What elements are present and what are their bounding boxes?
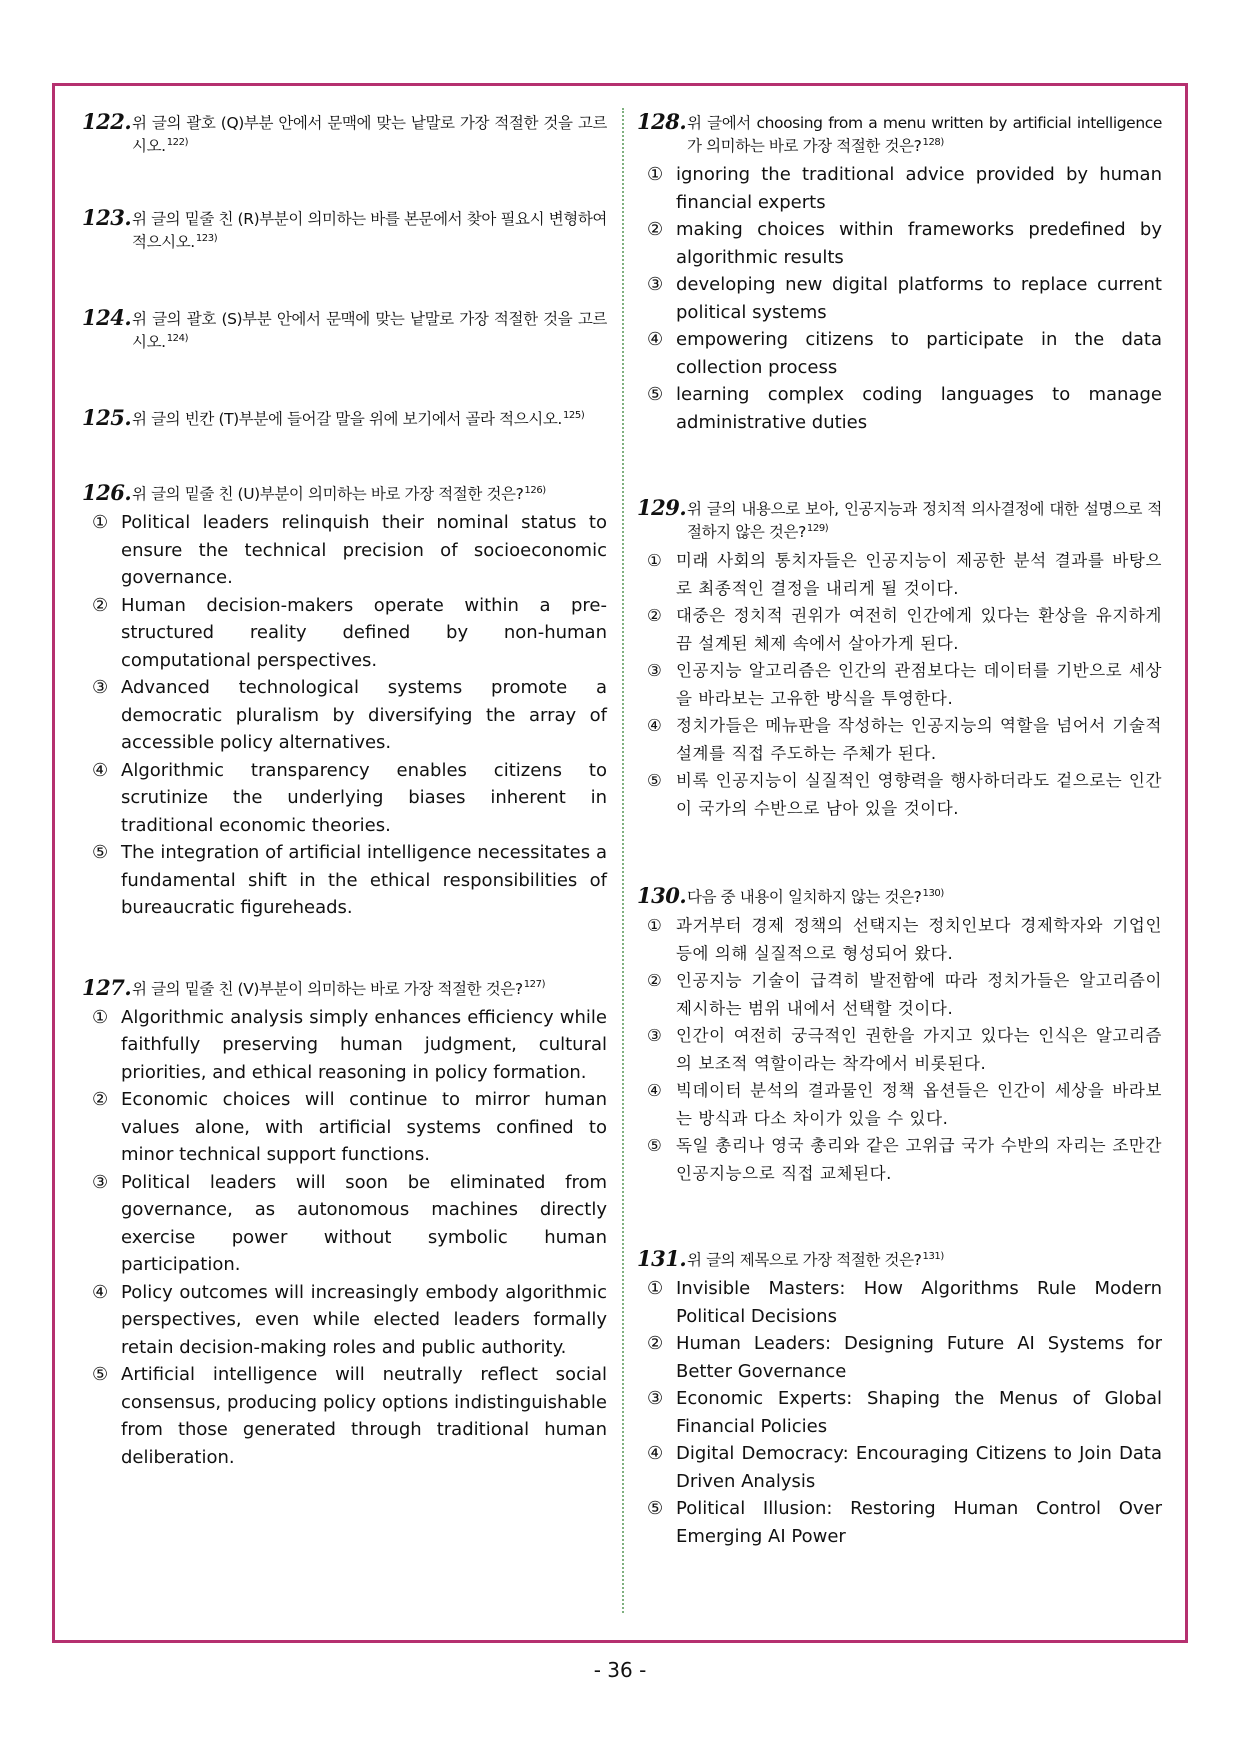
choice-item[interactable]: ③ Advanced technological systems promote a democratic pluralism by diversifying the array of accessible policy alternatives. (92, 677, 607, 753)
choice-item[interactable]: ⑤ Political Illusion: Restoring Human Control Over Emerging AI Power (647, 1498, 1162, 1547)
question-122 (82, 109, 607, 158)
choice-item[interactable]: ⑤ Artificial intelligence will neutrally reflect social consensus, producing policy options indistinguishable from those generated through traditional human deliberation. (92, 1364, 607, 1468)
choice-item[interactable]: ④ Algorithmic transparency enables citizens to scrutinize the underlying biases inherent in traditional economic theories. (92, 759, 607, 836)
footnote-ref: 122) (166, 136, 189, 148)
choice-item[interactable]: ④ Digital Democracy: Encouraging Citizens to Join Data Driven Analysis (647, 1443, 1162, 1492)
choice-item[interactable]: ⑤ 독일 총리나 영국 총리와 같은 고위급 국가 수반의 자리는 조만간 인공지능으로 직접 교체된다. (647, 1136, 1162, 1183)
choice-item[interactable]: ① Algorithmic analysis simply enhances efficiency while faithfully preserving human judgment, cultural priorities, and ethical reasoning in policy formation. (92, 1006, 607, 1083)
question-130 (637, 883, 1162, 909)
question-prompt: 위 글의 내용으로 보아, 인공지능과 정치적 의사결정에 대한 설명으로 적절하지 않은 것은?$^{129)}$ (687, 500, 1162, 541)
choice-item[interactable]: ⑤ learning complex coding languages to manage administrative duties (647, 384, 1162, 433)
question-number: 131. (637, 1246, 687, 1271)
choice-item[interactable]: ① Invisible Masters: How Algorithms Rule Modern Political Decisions (647, 1278, 1162, 1327)
question-prompt: 위 글의 제목으로 가장 적절한 것은?$^{131)}$ (687, 1250, 944, 1269)
question-125 (82, 405, 607, 431)
footnote-ref: 130) (922, 887, 944, 899)
question-number: 124. (82, 305, 132, 330)
question-number: 123. (82, 205, 132, 230)
question-number: 126. (82, 480, 132, 505)
question-number: 122. (82, 109, 132, 134)
question-prompt: 다음 중 내용이 일치하지 않는 것은?$^{130)}$ (687, 887, 944, 906)
question-prompt: 위 글에서 choosing from a menu written by artificial intelligence 가 의미하는 바로 가장 적절한 것은?$^{128)}$ (687, 114, 1162, 155)
question-number: 125. (82, 405, 132, 430)
footnote-ref: 123) (195, 232, 218, 244)
choice-list-131 (637, 1275, 1162, 1550)
choice-item[interactable]: ① 미래 사회의 통치자들은 인공지능이 제공한 분석 결과를 바탕으로 최종적인 결정을 내리게 될 것이다. (647, 551, 1162, 598)
right-column (637, 109, 1162, 1550)
choice-item[interactable]: ② making choices within frameworks predefined by algorithmic results (647, 219, 1162, 268)
question-124 (82, 305, 607, 354)
question-128 (637, 109, 1162, 158)
choice-item[interactable]: ② Economic choices will continue to mirror human values alone, with artificial systems confined to minor technical support functions. (92, 1089, 607, 1165)
footnote-ref: 131) (922, 1250, 944, 1262)
question-prompt: 위 글의 밑줄 친 (R)부분이 의미하는 바를 본문에서 찾아 필요시 변형하여 적으시오.$^{123)}$ (132, 210, 607, 251)
choice-item[interactable]: ② Human decision-makers operate within a pre-structured reality defined by non-human computational perspectives. (92, 594, 607, 671)
footnote-ref: 124) (166, 332, 189, 344)
question-prompt: 위 글의 밑줄 친 (V)부분이 의미하는 바로 가장 적절한 것은?$^{127)}$ (132, 979, 546, 998)
question-127 (82, 974, 607, 1001)
choice-item[interactable]: ③ developing new digital platforms to replace current political systems (647, 274, 1162, 323)
choice-list-126 (82, 509, 607, 922)
question-prompt: 위 글의 빈칸 (T)부분에 들어갈 말을 위에 보기에서 골라 적으시오.$^{125)}$ (132, 409, 585, 428)
choice-item[interactable]: ① ignoring the traditional advice provided by human financial experts (647, 164, 1162, 213)
footnote-ref: 125) (562, 409, 585, 421)
choice-item[interactable]: ③ 인간이 여전히 궁극적인 권한을 가지고 있다는 인식은 알고리즘의 보조적 역할이라는 착각에서 비롯된다. (647, 1026, 1162, 1073)
choice-item[interactable]: ④ Policy outcomes will increasingly embody algorithmic perspectives, even while elected leaders formally retain decision-making roles and public authority. (92, 1281, 607, 1358)
question-129 (637, 495, 1162, 544)
footnote-ref: 129) (806, 522, 829, 534)
choice-item[interactable]: ③ Economic Experts: Shaping the Menus of Global Financial Policies (647, 1388, 1162, 1437)
choice-item[interactable]: ② 인공지능 기술이 급격히 발전함에 따라 정치가들은 알고리즘이 제시하는 범위 내에서 선택할 것이다. (647, 971, 1162, 1018)
choice-list-127 (82, 1004, 607, 1472)
choice-list-128 (637, 161, 1162, 436)
left-column (82, 109, 607, 1471)
question-prompt: 위 글의 밑줄 친 (U)부분이 의미하는 바로 가장 적절한 것은?$^{126)}$ (132, 484, 546, 503)
column-divider (622, 108, 624, 1613)
footnote-ref: 126) (524, 484, 546, 496)
question-123 (82, 205, 607, 254)
question-131 (637, 1246, 1162, 1272)
page-number: - 36 - (593, 1658, 647, 1682)
choice-list-130 (637, 912, 1162, 1187)
choice-item[interactable]: ③ 인공지능 알고리즘은 인간의 관점보다는 데이터를 기반으로 세상을 바라보는 고유한 방식을 투영한다. (647, 661, 1162, 708)
choice-item[interactable]: ① Political leaders relinquish their nominal status to ensure the technical precision of socioeconomic governance. (92, 512, 607, 588)
footnote-ref: 128) (922, 136, 944, 148)
question-number: 130. (637, 883, 687, 908)
question-prompt: 위 글의 괄호 (Q)부분 안에서 문맥에 맞는 낱말로 가장 적절한 것을 고르시오.$^{122)}$ (132, 114, 607, 155)
choice-item[interactable]: ④ 빅데이터 분석의 결과물인 정책 옵션들은 인간이 세상을 바라보는 방식과 다소 차이가 있을 수 있다. (647, 1081, 1162, 1128)
question-126 (82, 480, 607, 506)
choice-list-129 (637, 547, 1162, 822)
choice-item[interactable]: ② Human Leaders: Designing Future AI Systems for Better Governance (647, 1333, 1162, 1382)
question-number: 127. (82, 974, 132, 1000)
choice-item[interactable]: ⑤ The integration of artificial intelligence necessitates a fundamental shift in the ethical responsibilities of bureaucratic figureheads. (92, 842, 607, 918)
choice-item[interactable]: ⑤ 비록 인공지능이 실질적인 영향력을 행사하더라도 겉으로는 인간이 국가의 수반으로 남아 있을 것이다. (647, 771, 1162, 818)
footnote-ref: 127) (523, 979, 546, 991)
choice-item[interactable]: ④ empowering citizens to participate in the data collection process (647, 329, 1162, 378)
question-prompt: 위 글의 괄호 (S)부분 안에서 문맥에 맞는 낱말로 가장 적절한 것을 고르시오.$^{124)}$ (132, 310, 607, 351)
question-number: 128. (637, 109, 687, 134)
choice-item[interactable]: ② 대중은 정치적 권위가 여전히 인간에게 있다는 환상을 유지하게끔 설계된 체제 속에서 살아가게 된다. (647, 606, 1162, 653)
question-number: 129. (637, 495, 687, 520)
choice-item[interactable]: ④ 정치가들은 메뉴판을 작성하는 인공지능의 역할을 넘어서 기술적 설계를 직접 주도하는 주체가 된다. (647, 716, 1162, 763)
choice-item[interactable]: ③ Political leaders will soon be eliminated from governance, as autonomous machines directly exercise power without symbolic human participation. (92, 1171, 607, 1275)
choice-item[interactable]: ① 과거부터 경제 정책의 선택지는 정치인보다 경제학자와 기업인 등에 의해 실질적으로 형성되어 왔다. (647, 916, 1162, 963)
